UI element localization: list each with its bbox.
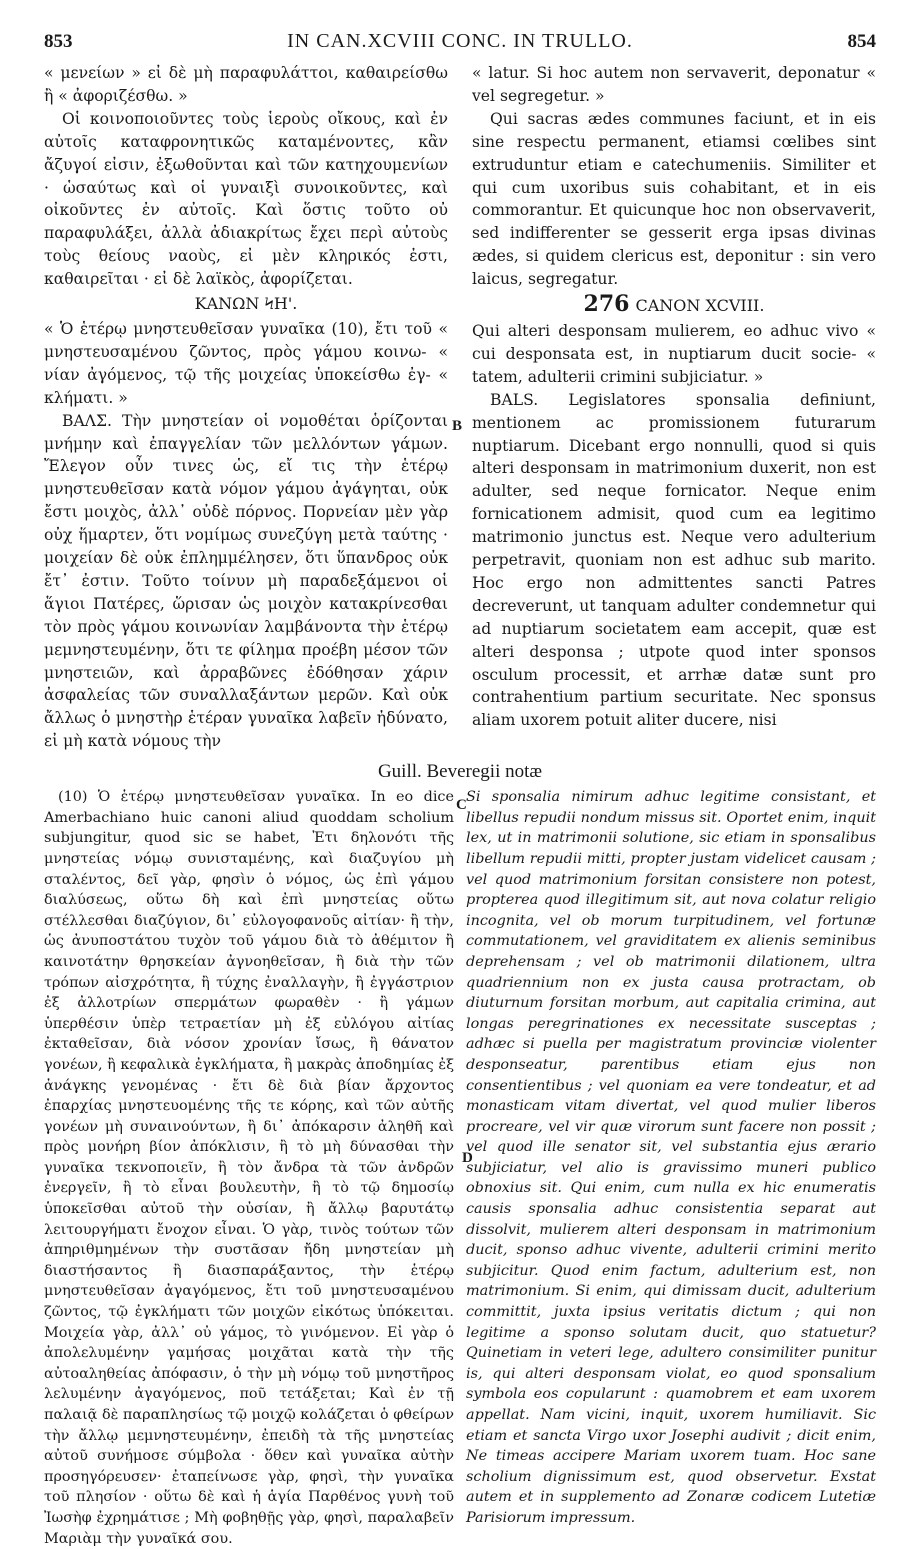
latin-canon-label: CANON XCVIII. [635, 296, 765, 316]
notes-right-column [466, 787, 876, 1549]
margin-letter-d: D [462, 1150, 473, 1166]
latin-paraphrase: Qui sacras ædes communes faciunt, et in eis sine respectu permanent, etiamsi cœlibes sint extruduntur etiam e catechumeniis. Similiter et qui cum uxoribus suis cohabitant, et in eis commorantur. Et quicunque hoc non observaverit, sed indifferenter se gesserit erga ipsas divinas ædes, si quidem clericus est, deponitur : sin vero laicus, segregatur. [472, 109, 876, 289]
notes-left-text: (10) Ὁ ἑτέρῳ μνηστευθεῖσαν γυναῖκα. In eo dice Amerbachiano huic canoni aliud quoddam scholium subjungitur, quod sic se habet, Ἐτι δηλονότι τῆς μνηστείας νόμῳ συνισταμένης, καὶ διαζυγίου μὴ σταλέντος, δεῖ γὰρ, φησὶν ὁ νόμος, ὡς ἐπὶ γάμου διαλύσεως, οὕτω δὴ καὶ ἐπὶ μνηστείας οὕτω στέλλεσθαι διαζύγιον, δι᾽ εὐλογοφανοῦς αἰτίαν· ἢ τὴν, ὡς ἀνυποστάτου τυχὸν τοῦ γάμου διὰ τὸ ἀθέμιτον ἢ καινοτάτην θρησκείαν ἀγνοηθεῖσαν, ἢ διὰ τὴν τῶν τρόπων αἰσχρότητα, ἢ τύχης ἐναλλαγὴν, ἢ ἐγγάστριον ἐξ ἀλλοτρίων σπερμάτων φωραθὲν · ἢ γάμων ὑπερθέσιν ὑπὲρ τετραετίαν μὴ ἐξ εὐλόγου αἰτίας ἐκταθεῖσαν, διὰ νόσον χρονίαν ἴσως, ἢ θάνατον γονέων, ἢ κεφαλικὰ ἐγκλήματα, ἢ μακρὰς ἀποδημίας ἐξ ἀνάγκης γενομένας · ἔτι δὲ διὰ βίαν ἄρχοντος ἐπαρχίας μνηστευομένης τῆς τε κόρης, καὶ τῶν αὐτῆς γονέων μὴ συναινούντων, ἢ δι᾽ ἀπόκαρσιν ἀληθῆ καὶ πρὸς μονήρη βίον ἀπόκλισιν, ἢ τὸ μὴ δύνασθαι τὴν γυναῖκα τεκνοποιεῖν, ἢ τὸν ἄνδρα τὰ τῶν ἀνδρῶν ἐνεργεῖν, ἢ τὸ εἶναι βουλευτὴν, ἢ τὸ τῷ δημοσίῳ ὑποκεῖσθαι αὐτοῦ τὴν οὐσίαν, ἢ ἄλλῳ βαρυτάτῳ λειτουργήματι ἔνοχον εἶναι. Ὁ γὰρ, τινὸς τούτων τῶν ἀπηριθμημένων τὴν συστᾶσαν ἤδη μνηστείαν μὴ διαστήσαντος ἢ διασπαράξαντος, τὴν ἑτέρῳ μνηστευθεῖσαν ἀγαγόμενος, ἔτι τοῦ μνηστευσαμένου ζῶντος, τῷ ἐγκλήματι τῶν μοιχῶν εἰκότως ὑπόκειται. Μοιχεία γὰρ, ἀλλ᾽ οὐ γάμος, τὸ γινόμενον. Εἰ γὰρ ὁ ἀπολελυμένην γαμήσας μοιχᾶται κατὰ τὴν τῆς αὐτοαληθείας ἀπόφασιν, ὁ τὴν μὴ νόμῳ τοῦ μνηστῆρος λελυμένην ἀγαγόμενος, ποῦ τετάξεται; Καὶ ἐν τῇ παλαιᾷ δὲ παραπλησίως τῷ μοιχῷ κολάζεται ὁ φθείρων τὴν ἄλλῳ μεμνηστευμένην, ἐπειδὴ τὰ τῆς μνηστείας αὐτοῦ συνήμοσε σύμβολα · ὅθεν καὶ γυναῖκα αὐτὴν προσηγόρευσεν· ἐταπείνωσε γὰρ, φησὶ, τὴν γυναῖκα τοῦ πλησίον · οὕτω δὲ καὶ ἡ ἁγία Παρθένος γυνὴ τοῦ Ἰωσὴφ ἐχρημάτισε ; Μὴ φοβηθῇς γὰρ, φησὶ, παραλαβεῖν Μαριὰμ τὴν γυναῖκά σου. [44, 789, 454, 1547]
greek-canon-ending: « μενείων » εἰ δὲ μὴ παραφυλάττοι, καθαιρείσθω ἢ « ἀφοριζέσθω. » [44, 64, 448, 105]
page-number-left: 853 [44, 31, 73, 52]
page-number-right: 854 [847, 31, 876, 52]
notes-right-text: Si sponsalia nimirum adhuc legitime consistant, et libellus repudii nondum missus sit. Oportet enim, inquit lex, ut in matrimonii solutione, sic etiam in sponsalibus libellum repudii mitti, propter justam videlicet causam ; vel quod matrimonium forsitan consistere non potest, propterea quod illegitimum sit, aut nova colatur religio incognita, vel ob morum turpitudinem, vel fortunæ commutationem, vel graviditatem ex alienis seminibus deprehensam ; vel ob matrimonii dilationem, ultra quadriennium non ex justa causa protractam, ob diuturnum forsitan morbum, aut capitalia crimina, aut longas peregrinationes ex necessitate susceptas ; adhæc si puella per magistratum provinciæ violenter desponseatur, parentibus etiam ejus non consentientibus ; vel quoniam ea vere tondeatur, et ad monasticam vitam divertat, vel quod mulier liberos procreare, vel vir quæ virorum sunt facere non possit ; vel quod ille senator sit, vel substantia ejus ærario subjiciatur, vel alio is gravissimo muneri publico obnoxius sit. Qui enim, cum nulla ex hic enumeratis causis sponsalia adhuc consistentia separat aut dissolvit, mulierem alteri desponsam in matrimonium ducit, sponso adhuc vivente, adulterii crimini merito subjicitur. Quod enim factum, adulterium est, non matrimonium. Si enim, qui dimissam ducit, adulterium committit, juxta ipsius veritatis dictum ; qui non legitime a sponso solutam ducit, quo statuetur? Quinetiam in veteri lege, adultero consimiliter punitur is, qui alteri desponsam violat, eo quod sponsalium symbola eos copularunt : quamobrem et eam uxorem appellat. Nam vicini, inquit, uxorem humiliavit. Sic etiam et sancta Virgo uxor Josephi audivit ; dicit enim, Ne timeas accipere Mariam uxorem tuam. Hoc sane scholium dignissimum est, quod observetur. Exstat autem et in supplemento ad Zonaræ codicem Lutetiæ Parisiorum impressum. [466, 789, 876, 1526]
margin-letter-c: C [456, 797, 467, 813]
running-title: IN CAN.XCVIII CONC. IN TRULLO. [287, 30, 633, 52]
running-header [44, 30, 876, 62]
greek-column [44, 62, 448, 753]
greek-balsamon-commentary: ΒΑΛΣ. Τὴν μνηστείαν οἱ νομοθέται ὁρίζονται μνήμην καὶ ἐπαγγελίαν τῶν μελλόντων γάμων. Ἔλεγον οὖν τινες ὡς, εἴ τις τὴν ἑτέρῳ μνηστευθεῖσαν κατὰ νόμον γάμου ἀγάγηται, οὐκ ἔστι μοιχὸς, ἀλλ᾽ οὐδὲ πόρνος. Πορνείαν μὲν γὰρ οὐχ ἥμαρτεν, ὅτι νομίμως συνεζύγη μετὰ ταύτης · μοιχείαν δὲ οὐκ ἐπλημμέλησεν, ὅτι ὕπανδρος οὐκ ἔτ᾽ ἐστιν. Τοῦτο τοίνυν μὴ παραδεξάμενοι οἱ ἅγιοι Πατέρες, ὥρισαν ὡς μοιχὸν κατακρίνεσθαι τὸν πρὸς γάμου κοινωνίαν λαμβάνοντα τὴν ἑτέρῳ μεμνηστευμένην, ὅτι τε φίλημα προέβη μέσον τῶν μνηστειῶν, καὶ ἀρραβῶνες ἐδόθησαν χάριν ἀσφαλείας τῶν συναλλαξάντων μερῶν. Καὶ οὐκ ἄλλως ὁ μνηστὴρ ἑτέραν γυναῖκα λαβεῖν ἠδύνατο, εἰ μὴ κατὰ νόμους τὴν [44, 411, 448, 751]
latin-canon-ending: « latur. Si hoc autem non servaverit, deponatur « vel segregetur. » [472, 64, 876, 105]
notes-left-column [44, 787, 454, 1549]
latin-column [472, 62, 876, 753]
greek-paraphrase: Οἱ κοινοποιοῦντες τοὺς ἱεροὺς οἴκους, καὶ ἐν αὐτοῖς καταφρονητικῶς καταμένοντες, κἂν ἄζυγοί εἰσιν, ἐξωθοῦνται καὶ τῶν κατηχουμενίων · ὡσαύτως καὶ οἱ γυναιξὶ συνοικοῦντες, καὶ οἰκοῦντες ἐν αὐτοῖς. Καὶ ὅστις τοῦτο οὐ παραφυλάξει, ἀλλὰ ἀδιακρίτως ἔχει περὶ αὐτοὺς τοὺς θείους ναοὺς, εἰ μὲν κληρικός ἐστι, καθαιρεῖται · εἰ δὲ λαϊκὸς, ἀφορίζεται. [44, 109, 448, 289]
latin-canon-title [472, 293, 876, 318]
latin-canon-text: Qui alteri desponsam mulierem, eo adhuc vivo « cui desponsata est, in nuptiarum ducit socie- « tatem, adulterii crimini subjiciatur. » [472, 321, 876, 386]
notes-heading: Guill. Beveregii notæ [377, 761, 543, 783]
margin-letter-b: B [452, 418, 463, 434]
column-number: 276 [583, 291, 630, 318]
text-columns [44, 62, 876, 753]
latin-balsamon-commentary: BALS. Legislatores sponsalia definiunt, mentionem ac promissionem futurarum nuptiarum. Dicebant ergo nonnulli, quod si quis alteri desponsam in matrimonium duxerit, non est adulter, sed neque fornicator. Neque enim fornicationem admisit, quod cum ea legitimo matrimonio junctus est. Neque vero adulterium perpetravit, quoniam non est adhuc sub marito. Hoc ergo non admittentes sancti Patres decreverunt, ut tanquam adulter condemnetur qui ad nuptiarum societatem eam accepit, quæ est alteri desponsa ; utpote quod inter sponsos osculum processit, et arrhæ datæ sunt pro contrahentium partium securitate. Nec sponsus aliam uxorem potuit aliter ducere, nisi [472, 390, 876, 730]
notes-columns [44, 787, 876, 1549]
greek-canon-text: « Ὁ ἑτέρῳ μνηστευθεῖσαν γυναῖκα (10), ἔτι τοῦ « μνηστευσαμένου ζῶντος, πρὸς γάμου κοινω- « νίαν ἀγόμενος, τῷ τῆς μοιχείας ὑποκείσθω ἐγ- « κλήματι. » [44, 319, 448, 407]
greek-canon-title: ΚΑΝΩΝ ϞΗ'. [194, 294, 298, 314]
